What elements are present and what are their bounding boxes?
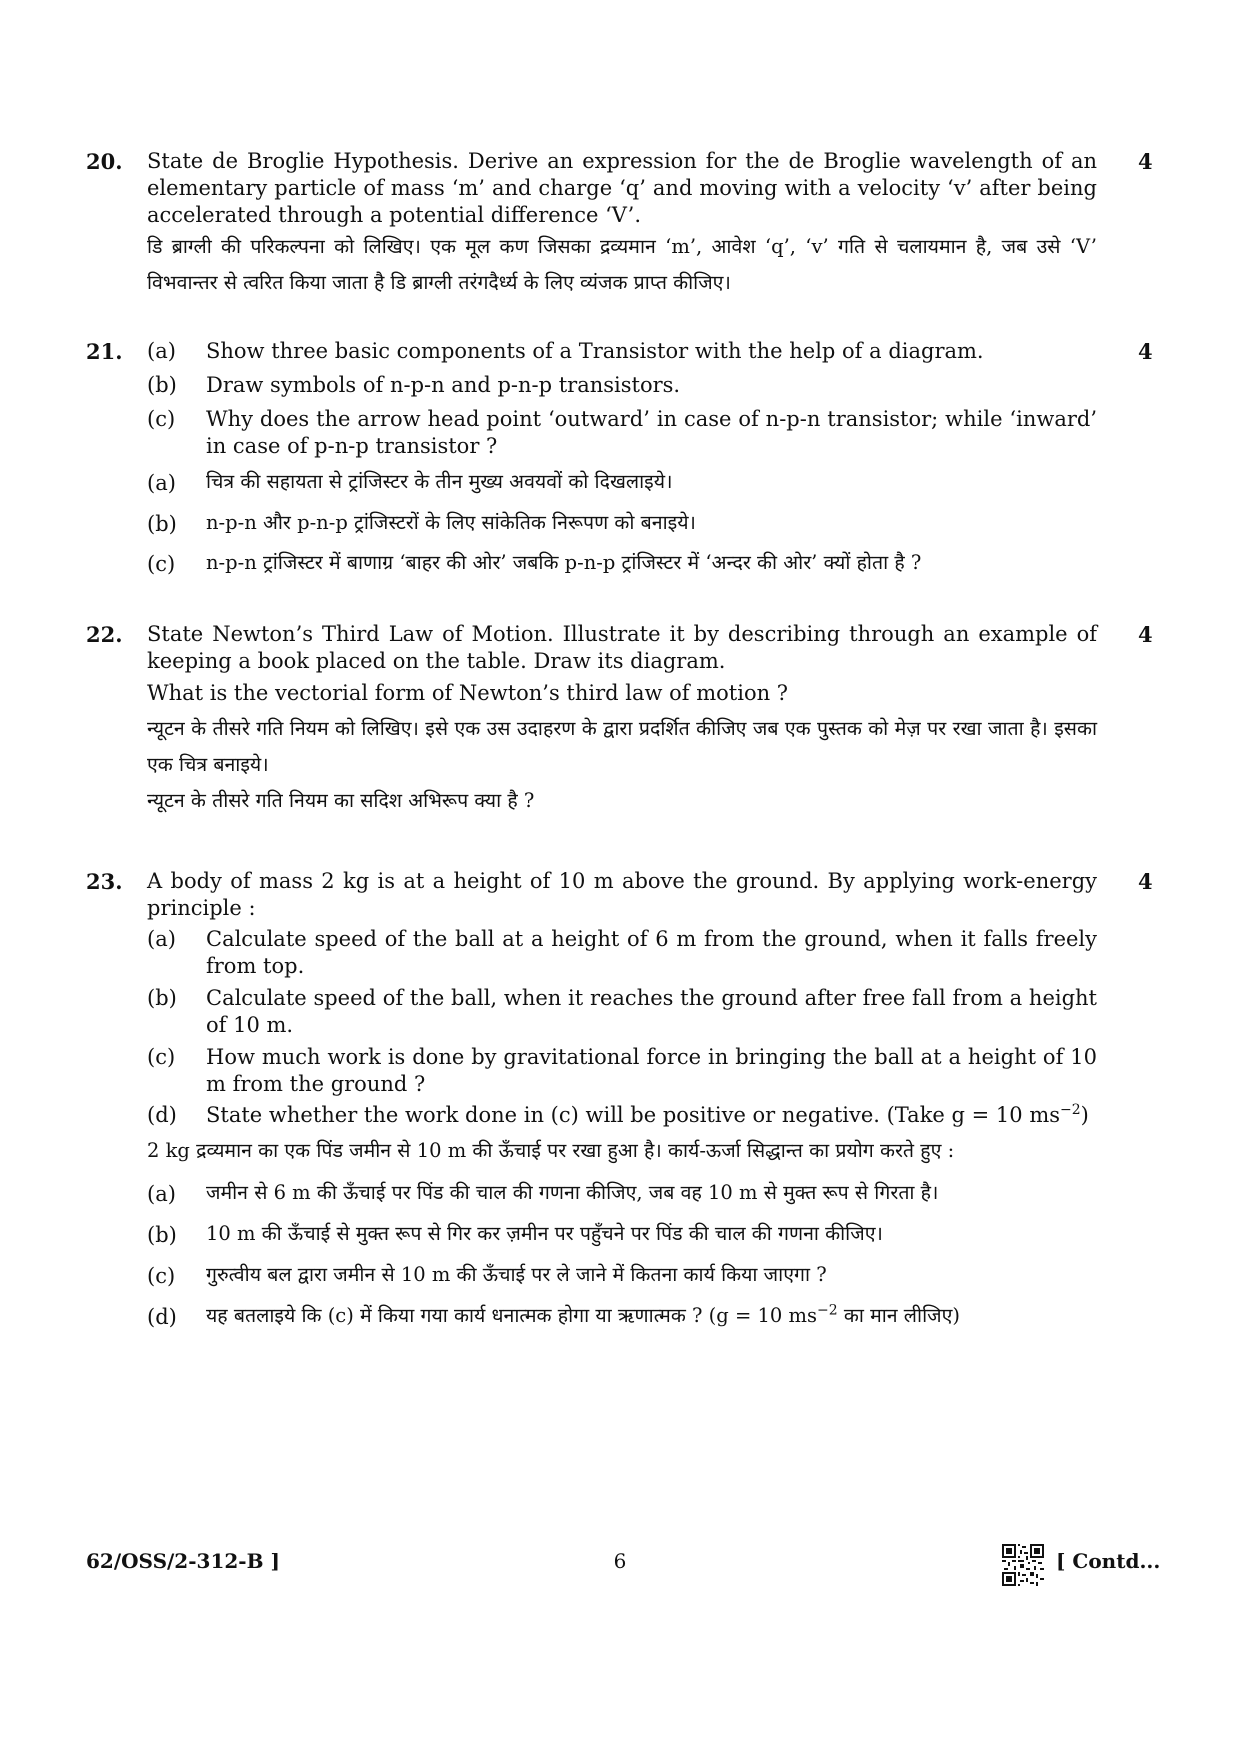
part-text-hindi: चित्र की सहायता से ट्रांजिस्टर के तीन मुख्य अवयवों को दिखलाइये। bbox=[206, 470, 673, 493]
part-label: (b) bbox=[147, 986, 177, 1010]
question-marks: 4 bbox=[1138, 869, 1153, 894]
question-text-english: A body of mass 2 kg is at a height of 10 m above the ground. By applying work-energy principle : bbox=[147, 869, 1097, 920]
part-text-english: Calculate speed of the ball, when it reaches the ground after free fall from a height of 10 m. bbox=[206, 986, 1097, 1037]
part-text-english: Why does the arrow head point ‘outward’ in case of n-p-n transistor; while ‘inward’ in case of p-n-p transistor ? bbox=[206, 407, 1097, 458]
part-text-hindi: यह बतलाइये कि (c) में किया गया कार्य धनात्मक होगा या ऋणात्मक ? (g = 10 $ms^{-2}$ का मान लीजिए) bbox=[206, 1302, 960, 1327]
part-label: (b) bbox=[147, 373, 177, 397]
part-label: (a) bbox=[147, 927, 176, 951]
question-number: 22. bbox=[86, 622, 123, 647]
question-text-english: State Newton’s Third Law of Motion. Illustrate it by describing through an example of keeping a book placed on the table. Draw its diagram. bbox=[147, 622, 1097, 673]
part-label: (d) bbox=[147, 1305, 177, 1329]
part-label: (c) bbox=[147, 1264, 176, 1288]
part-text-hindi: 10 m की ऊँचाई से मुक्त रूप से गिर कर ज़मीन पर पहुँचने पर पिंड की चाल की गणना कीजिए। bbox=[206, 1222, 883, 1245]
part-label: (a) bbox=[147, 471, 176, 495]
part-text-english: Draw symbols of n-p-n and p-n-p transistors. bbox=[206, 373, 681, 397]
part-text-english: Calculate speed of the ball at a height of 6 m from the ground, when it falls freely from top. bbox=[206, 927, 1097, 978]
question-text-english: State de Broglie Hypothesis. Derive an expression for the de Broglie wavelength of an elementary particle of mass ‘m’ and charge ‘q’ and moving with a velocity ‘v’ after being accelerated through a potential difference ‘V’. bbox=[147, 149, 1097, 227]
question-text-hindi: न्यूटन के तीसरे गति नियम को लिखिए। इसे एक उस उदाहरण के द्वारा प्रदर्शित कीजिए जब एक पुस्तक को मेज़ पर रखा जाता है। इसका एक चित्र बनाइये। bbox=[147, 717, 1097, 776]
question-marks: 4 bbox=[1138, 149, 1153, 174]
part-label: (c) bbox=[147, 552, 176, 576]
part-label: (a) bbox=[147, 339, 176, 363]
question-text-hindi: न्यूटन के तीसरे गति नियम का सदिश अभिरूप क्या है ? bbox=[147, 789, 535, 812]
part-label: (b) bbox=[147, 1223, 177, 1247]
qr-code-icon bbox=[1002, 1544, 1044, 1586]
part-label: (b) bbox=[147, 512, 177, 536]
continued-label: [ Contd... bbox=[1056, 1549, 1161, 1573]
part-text-english: Show three basic components of a Transistor with the help of a diagram. bbox=[206, 339, 984, 363]
part-label: (d) bbox=[147, 1103, 177, 1127]
question-text-hindi: 2 kg द्रव्यमान का एक पिंड जमीन से 10 m की ऊँचाई पर रखा हुआ है। कार्य-ऊर्जा सिद्धान्त का प्रयोग करते हुए : bbox=[147, 1139, 955, 1162]
part-label: (c) bbox=[147, 407, 176, 431]
page-number: 6 bbox=[613, 1549, 627, 1573]
paper-code: 62/OSS/2-312-B ] bbox=[86, 1549, 280, 1573]
part-label: (c) bbox=[147, 1045, 176, 1069]
question-number: 23. bbox=[86, 869, 123, 894]
part-text-english: How much work is done by gravitational force in bringing the ball at a height of 10 m from the ground ? bbox=[206, 1045, 1097, 1096]
part-text-hindi: n-p-n और p-n-p ट्रांजिस्टरों के लिए सांकेतिक निरूपण को बनाइये। bbox=[206, 511, 696, 534]
part-text-english: State whether the work done in (c) will be positive or negative. (Take g = 10 $ms^{-2}$) bbox=[206, 1102, 1089, 1127]
part-text-hindi: n-p-n ट्रांजिस्टर में बाणाग्र ‘बाहर की ओर’ जबकि p-n-p ट्रांजिस्टर में ‘अन्दर की ओर’ क्यों होता है ? bbox=[206, 551, 922, 574]
part-label: (a) bbox=[147, 1182, 176, 1206]
part-text-hindi: गुरुत्वीय बल द्वारा जमीन से 10 m की ऊँचाई पर ले जाने में कितना कार्य किया जाएगा ? bbox=[206, 1263, 827, 1286]
question-marks: 4 bbox=[1138, 622, 1153, 647]
question-number: 21. bbox=[86, 339, 123, 364]
part-text-hindi: जमीन से 6 m की ऊँचाई पर पिंड की चाल की गणना कीजिए, जब वह 10 m से मुक्त रूप से गिरता है। bbox=[206, 1181, 939, 1204]
question-marks: 4 bbox=[1138, 339, 1153, 364]
question-text-hindi: डि ब्राग्ली की परिकल्पना को लिखिए। एक मूल कण जिसका द्रव्यमान ‘m’, आवेश ‘q’, ‘v’ गति से चलायमान है, जब उसे ‘V’ विभवान्तर से त्वरित किया जाता है डि ब्राग्ली तरंगदैर्ध्य के लिए व्यंजक प्राप्त कीजिए। bbox=[147, 235, 1097, 294]
question-text-english: What is the vectorial form of Newton’s third law of motion ? bbox=[147, 681, 789, 705]
question-number: 20. bbox=[86, 149, 123, 174]
